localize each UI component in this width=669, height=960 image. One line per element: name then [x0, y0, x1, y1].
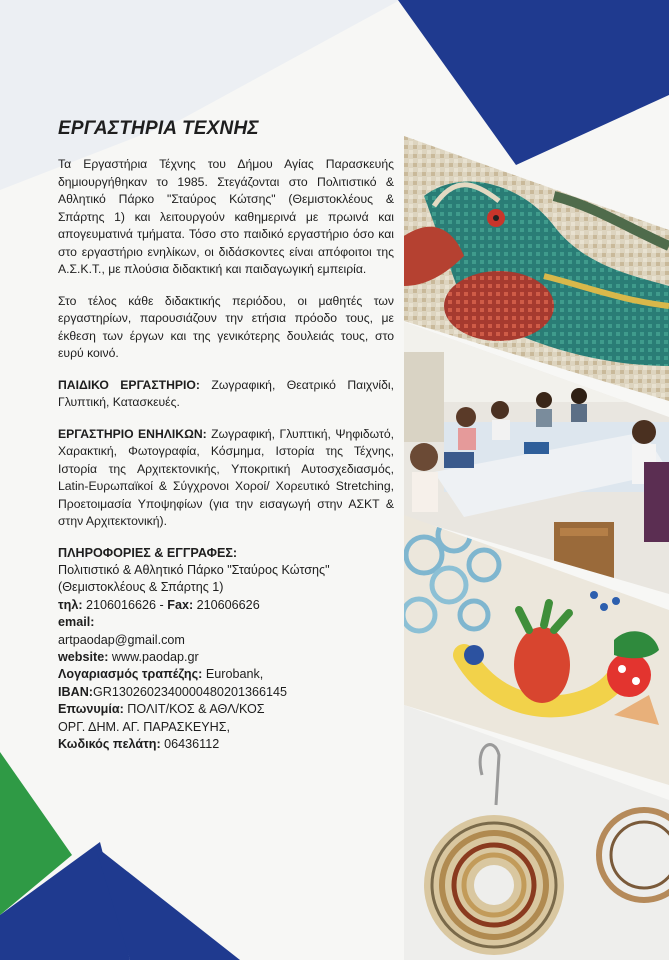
adults-workshop-paragraph	[58, 426, 394, 531]
kids-workshop-text: Ζωγραφική, Θεατρικό Παιχνίδι, Γλυπτική, Κατασκευές.	[58, 377, 394, 409]
fax-label: Fax:	[167, 597, 194, 612]
info-bank-line	[58, 666, 394, 683]
bank-value: Eurobank,	[202, 667, 264, 682]
adults-workshop-label: ΕΡΓΑΣΤΗΡΙΟ ΕΝΗΛΙΚΩΝ:	[58, 426, 207, 441]
info-website-line	[58, 649, 394, 666]
kids-workshop-paragraph	[58, 377, 394, 412]
name-label: Επωνυμία:	[58, 702, 124, 717]
phone-value: 2106016626 -	[82, 597, 168, 612]
info-name-line	[58, 701, 394, 718]
name-value-1: ΠΟΛΙΤ/ΚΟΣ & ΑΘΛ/ΚΟΣ	[123, 702, 265, 717]
info-venue: Πολιτιστικό & Αθλητικό Πάρκο "Σταύρος Κώτσης"	[58, 562, 330, 577]
exhibition-paragraph: Στο τέλος κάθε διδακτικής περιόδου, οι μαθητές των εργαστηρίων, παρουσιάζουν την ετήσια πρόοδο τους, με έκθεση των έργων και της γενικότερης δουλειάς τους, στο ευρύ κοινό.	[58, 293, 394, 360]
info-block	[58, 545, 394, 754]
info-email-line	[58, 614, 394, 631]
fax-value: 210606626	[193, 597, 260, 612]
client-value: 06436112	[160, 736, 220, 751]
info-address: (Θεμιστοκλέους & Σπάρτης 1)	[58, 580, 224, 595]
bank-label: Λογαριασμός τραπέζης:	[58, 667, 203, 682]
website-value[interactable]: www.paodap.gr	[108, 649, 199, 664]
info-client-line	[58, 736, 394, 753]
client-label: Κωδικός πελάτη:	[58, 736, 161, 751]
kids-workshop-label: ΠΑΙΔΙΚΟ ΕΡΓΑΣΤΗΡΙΟ:	[58, 377, 200, 392]
text-column	[58, 118, 394, 753]
iban-label: IBAN:	[58, 684, 93, 699]
info-iban-line	[58, 684, 394, 701]
woven-jewelry-photo	[404, 705, 669, 960]
intro-paragraph: Τα Εργαστήρια Τέχνης του Δήμου Αγίας Παρασκευής δημιουργήθηκαν το 1985. Στεγάζονται στο Πολιτιστικό & Αθλητικό Πάρκο "Σταύρος Κώτσης" (Θεμιστοκλέους & Σπάρτης 1) και λειτουργούν καθημερινά με πρωινά και απογευματινά τμήματα. Τόσο στο παιδικό εργαστήριο όσο και στο εργαστήριο ενηλίκων, οι διδάσκοντες είναι απόφοιτοι της Α.Σ.Κ.Τ., με πλούσια διδακτική και παιδαγωγική εμπειρία.	[58, 157, 394, 276]
email-label: email:	[58, 615, 95, 630]
info-heading: ΠΛΗΡΟΦΟΡΙΕΣ & ΕΓΓΡΑΦΕΣ:	[58, 545, 238, 560]
page-title: ΕΡΓΑΣΤΗΡΙΑ ΤΕΧΝΗΣ	[58, 118, 259, 139]
adults-workshop-text: Ζωγραφική, Γλυπτική, Ψηφιδωτό, Χαρακτική, Φωτογραφία, Κόσμημα, Ιστορία της Τέχνης, Ιστορία της Αρχιτεκτονικής, Υποκριτική Αυτοσχεδιασμός, Latin-Ευρωπαϊκοί & Σύγχρονοι Χοροί/ Χορευτικό Stretching, Προετοιμασία Υποψηφίων (για την εισαγωγή στην ΑΣΚΤ & στην Αρχιτεκτονική).	[58, 426, 394, 528]
name-value-2: ΟΡΓ. ΔΗΜ. ΑΓ. ΠΑΡΑΣΚΕΥΗΣ,	[58, 719, 231, 734]
info-phone-line	[58, 597, 394, 614]
website-label: website:	[58, 649, 109, 664]
phone-label: τηλ:	[58, 597, 83, 612]
iban-value: GR1302602340000480201366145	[92, 684, 287, 699]
email-value[interactable]: artpaodap@gmail.com	[58, 632, 185, 647]
